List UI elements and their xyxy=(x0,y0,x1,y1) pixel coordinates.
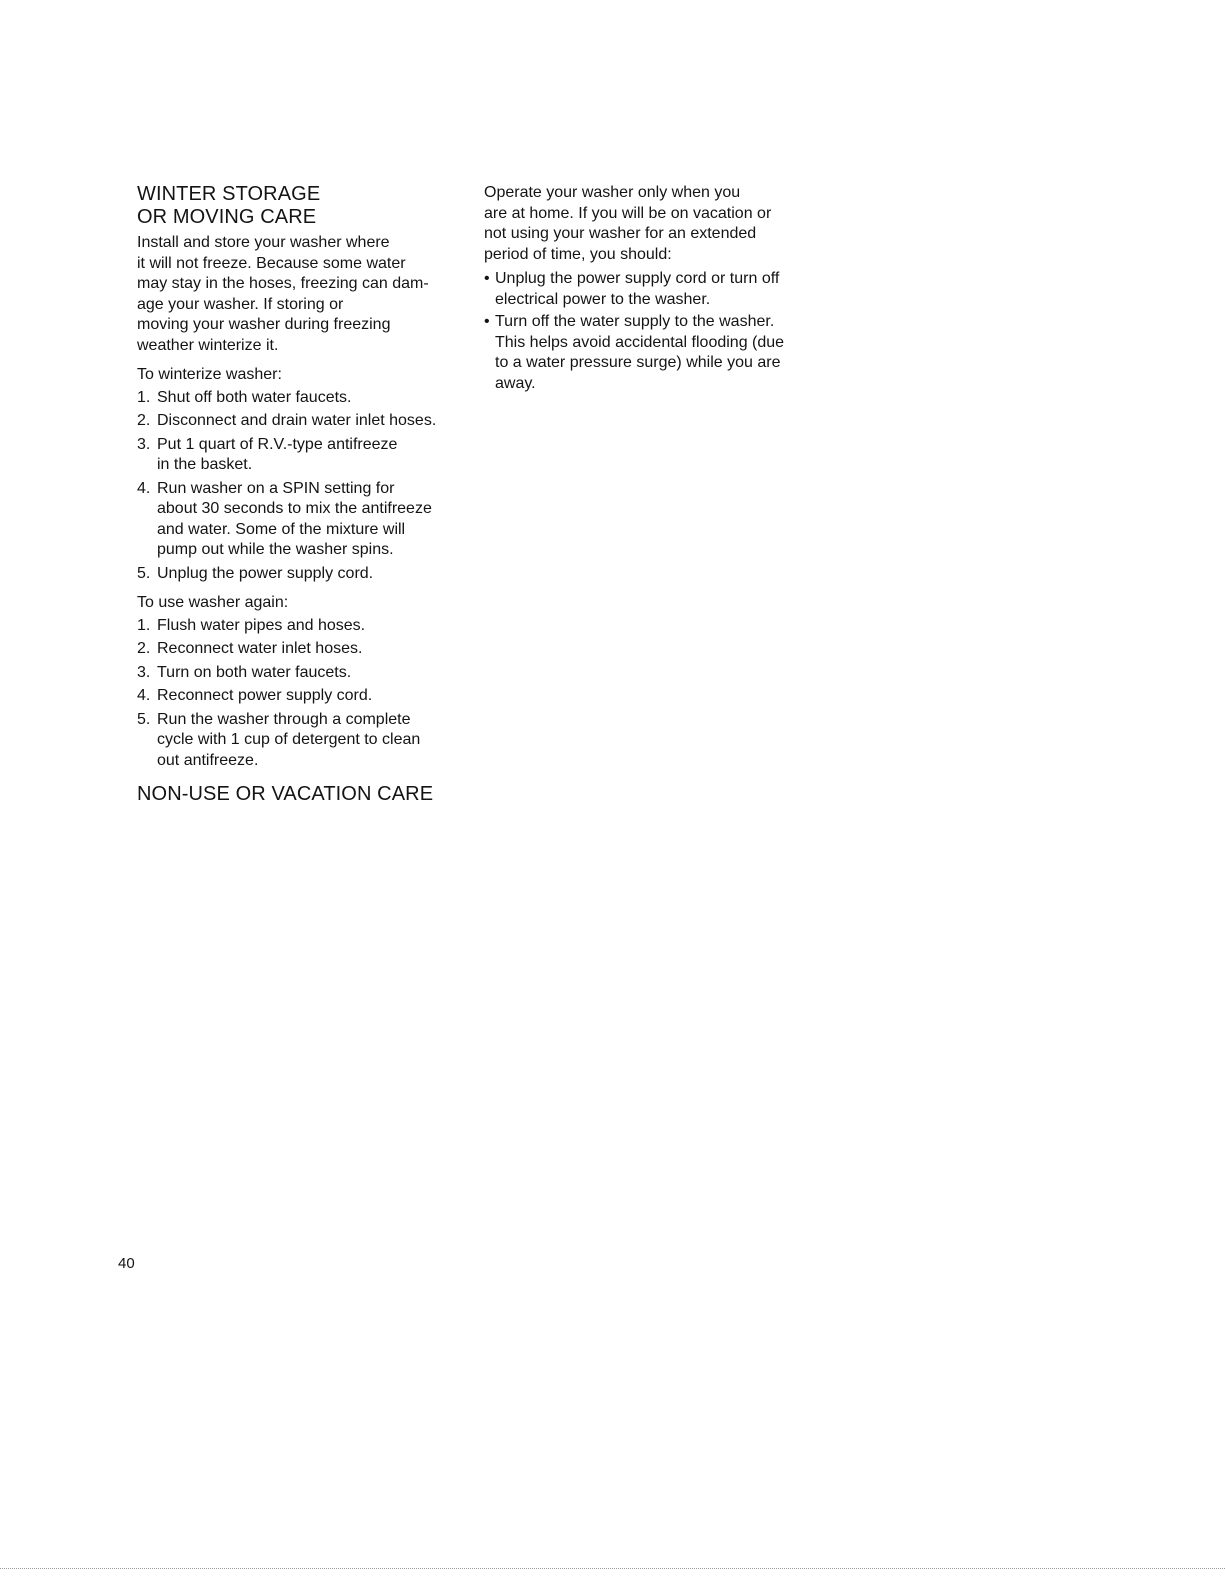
bullet-icon: • xyxy=(484,313,490,330)
step-number: 2. xyxy=(137,412,151,429)
list-item xyxy=(484,312,824,394)
step-text: Flush water pipes and hoses. xyxy=(157,616,366,634)
page-number: 40 xyxy=(118,1255,135,1272)
step-number: 5. xyxy=(137,564,151,582)
list-item xyxy=(137,686,472,707)
list-item xyxy=(484,269,824,310)
winterize-steps-list xyxy=(137,388,472,585)
text-line: may stay in the hoses, freezing can dam- xyxy=(137,275,429,292)
list-item xyxy=(137,639,472,660)
step-text: and water. Some of the mixture will xyxy=(157,520,406,538)
step-number: 5. xyxy=(137,710,151,728)
step-text: Disconnect and drain water inlet hoses. xyxy=(157,412,437,429)
step-text: Put 1 quart of R.V.-type antifreeze xyxy=(157,435,398,453)
bullet-text: This helps avoid accidental flooding (due xyxy=(495,333,785,351)
list-item xyxy=(137,663,472,684)
reuse-steps-list xyxy=(137,616,472,772)
bullet-text: Turn off the water supply to the washer. xyxy=(495,313,775,330)
step-text: out antifreeze. xyxy=(157,751,259,769)
bullet-text: to a water pressure surge) while you are xyxy=(495,354,781,371)
bullet-text: Unplug the power supply cord or turn off xyxy=(495,270,780,287)
step-text: Unplug the power supply cord. xyxy=(157,564,374,582)
text-line: weather winterize it. xyxy=(137,336,279,354)
list-item xyxy=(137,435,472,476)
step-text: Reconnect water inlet hoses. xyxy=(157,640,363,657)
winter-storage-heading xyxy=(137,183,472,229)
step-text: pump out while the washer spins. xyxy=(157,541,394,558)
text-line: period of time, you should: xyxy=(484,245,672,263)
list-item xyxy=(137,411,472,432)
step-text: in the basket. xyxy=(157,456,253,473)
text-line: Install and store your washer where xyxy=(137,234,390,251)
list-item xyxy=(137,616,472,637)
step-number: 3. xyxy=(137,663,151,681)
step-text: Turn on both water faucets. xyxy=(157,663,352,681)
left-column xyxy=(137,183,472,806)
bullet-icon: • xyxy=(484,270,490,287)
nonuse-heading: NON-USE OR VACATION CARE xyxy=(137,783,434,805)
list-item xyxy=(137,388,472,409)
text-line: it will not freeze. Because some water xyxy=(137,254,406,272)
bullet-text: electrical power to the washer. xyxy=(495,290,711,308)
text-line: moving your washer during freezing xyxy=(137,316,391,333)
heading-line: WINTER STORAGE xyxy=(137,183,321,205)
step-number: 4. xyxy=(137,687,151,704)
text-line: Operate your washer only when you xyxy=(484,184,741,201)
step-text: about 30 seconds to mix the antifreeze xyxy=(157,500,432,517)
nonuse-bullet-list xyxy=(484,269,824,394)
step-number: 1. xyxy=(137,388,151,406)
step-text: Shut off both water faucets. xyxy=(157,388,352,406)
step-text: Reconnect power supply cord. xyxy=(157,687,373,704)
text-line: not using your washer for an extended xyxy=(484,225,757,242)
winterize-label: To winterize washer: xyxy=(137,366,282,383)
right-column xyxy=(484,183,824,396)
list-item xyxy=(137,710,472,772)
step-text: Run washer on a SPIN setting for xyxy=(157,479,395,497)
text-line: age your washer. If storing or xyxy=(137,295,344,313)
step-number: 4. xyxy=(137,479,151,497)
heading-line: OR MOVING CARE xyxy=(137,206,317,228)
text-line: are at home. If you will be on vacation or xyxy=(484,204,772,222)
bottom-dotted-rule xyxy=(0,1568,1225,1569)
nonuse-intro-paragraph xyxy=(484,183,824,265)
list-item xyxy=(137,564,472,585)
step-number: 3. xyxy=(137,435,151,453)
step-text: cycle with 1 cup of detergent to clean xyxy=(157,731,421,748)
step-text: Run the washer through a complete xyxy=(157,710,411,728)
list-item xyxy=(137,479,472,561)
winter-intro-paragraph xyxy=(137,233,472,356)
bullet-text: away. xyxy=(495,374,536,392)
step-number: 2. xyxy=(137,640,151,657)
step-number: 1. xyxy=(137,616,151,634)
reuse-label: To use washer again: xyxy=(137,594,289,611)
